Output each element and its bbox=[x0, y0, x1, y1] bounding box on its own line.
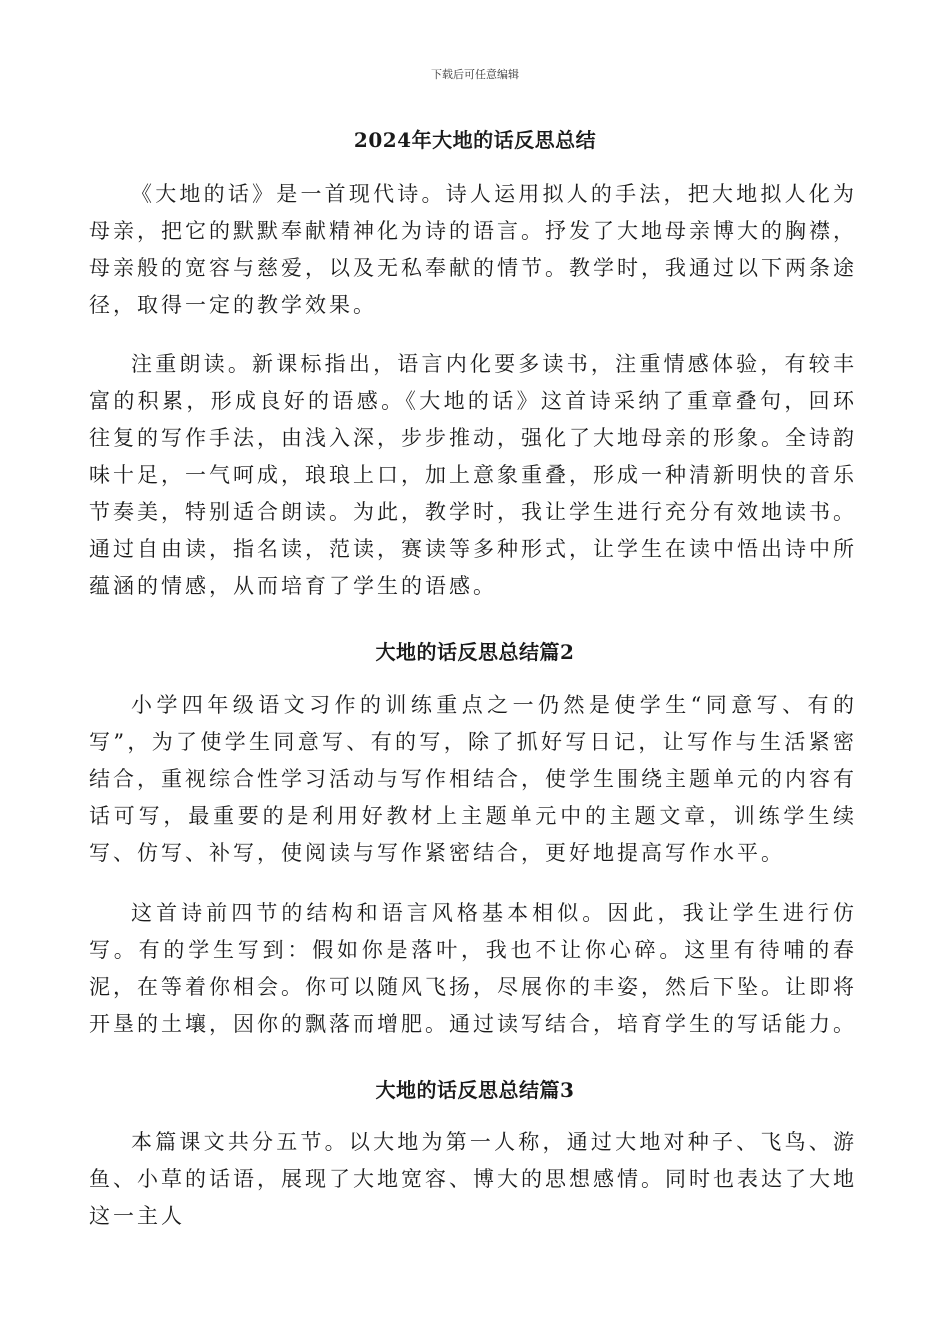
body-paragraph: 小学四年级语文习作的训练重点之一仍然是使学生“同意写、有的写”，为了使学生同意写、有的写，除了抓好写日记，让写作与生活紧密结合，重视综合性学习活动与写作相结合，使学生围绕主题单元的内容有话可写，最重要的是利用好教材上主题单元中的主题文章，训练学生续写、仿写、补写，使阅读与写作紧密结合，更好地提高写作水平。 bbox=[89, 693, 857, 865]
document-title: 2024年大地的话反思总结 bbox=[353, 128, 597, 152]
body-paragraph: 《大地的话》是一首现代诗。诗人运用拟人的手法，把大地拟人化为母亲，把它的默默奉献精神化为诗的语言。抒发了大地母亲博大的胸襟，母亲般的宽容与慈爱，以及无私奉献的情节。教学时，我通过以下两条途径，取得一定的教学效果。 bbox=[89, 182, 857, 317]
section-heading: 大地的话反思总结篇2 bbox=[375, 640, 575, 664]
section-heading: 大地的话反思总结篇3 bbox=[375, 1078, 575, 1102]
body-paragraph: 这首诗前四节的结构和语言风格基本相似。因此，我让学生进行仿写。有的学生写到：假如你是落叶，我也不让你心碎。这里有待哺的春泥，在等着你相会。你可以随风飞扬，尽展你的丰姿，然后下坠。让即将开垦的土壤，因你的飘落而增肥。通过读写结合，培育学生的写话能力。 bbox=[89, 901, 857, 1036]
header-note: 下载后可任意编辑 bbox=[431, 68, 519, 81]
body-paragraph: 注重朗读。新课标指出，语言内化要多读书，注重情感体验，有较丰富的积累，形成良好的语感。《大地的话》这首诗采纳了重章叠句，回环往复的写作手法，由浅入深，步步推动，强化了大地母亲的形象。全诗韵味十足，一气呵成，琅琅上口，加上意象重叠，形成一种清新明快的音乐节奏美，特别适合朗读。为此，教学时，我让学生进行充分有效地读书。通过自由读，指名读，范读，赛读等多种形式，让学生在读中悟出诗中所蕴涵的情感，从而培育了学生的语感。 bbox=[89, 352, 857, 598]
body-paragraph: 本篇课文共分五节。以大地为第一人称，通过大地对种子、飞鸟、游鱼、小草的话语，展现了大地宽容、博大的思想感情。同时也表达了大地这一主人 bbox=[89, 1130, 857, 1228]
